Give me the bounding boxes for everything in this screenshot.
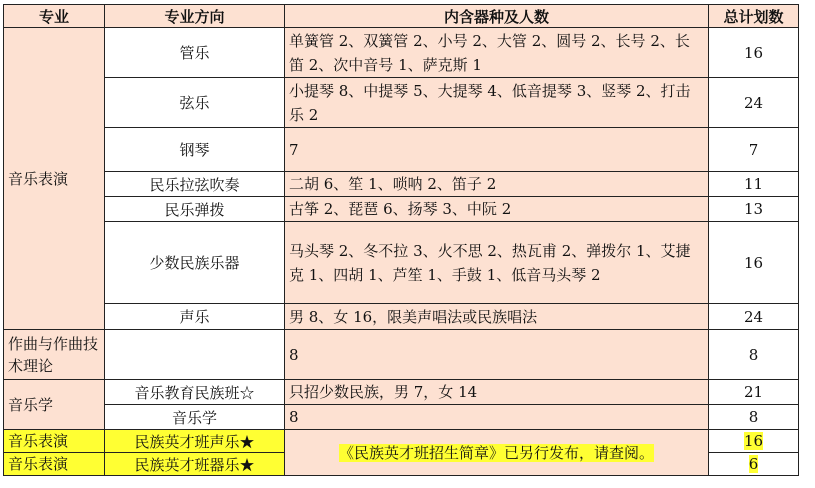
- major-cell: 音乐表演: [4, 28, 105, 330]
- table-row: [4, 304, 799, 330]
- direction-cell: 民族英才班声乐★: [105, 430, 285, 453]
- enrollment-plan-table: [3, 4, 799, 476]
- total-cell: 16: [709, 28, 799, 78]
- content-cell: 8: [285, 330, 709, 380]
- table-row: [4, 128, 799, 172]
- total-value: 6: [748, 455, 759, 473]
- content-cell: 二胡 6、笙 1、唢呐 2、笛子 2: [285, 172, 709, 197]
- table-row: [4, 172, 799, 197]
- direction-cell: 民族英才班器乐★: [105, 453, 285, 476]
- content-cell: 古筝 2、琵琶 6、扬琴 3、中阮 2: [285, 197, 709, 222]
- direction-cell: 声乐: [105, 304, 285, 330]
- total-cell: 8: [709, 405, 799, 430]
- content-cell: 小提琴 8、中提琴 5、大提琴 4、低音提琴 3、竖琴 2、打击乐 2: [285, 78, 709, 128]
- total-cell: 24: [709, 78, 799, 128]
- direction-cell: 民乐弹拨: [105, 197, 285, 222]
- major-cell: 音乐表演: [4, 430, 105, 453]
- direction-cell: 弦乐: [105, 78, 285, 128]
- total-cell: 21: [709, 380, 799, 405]
- total-cell: 8: [709, 330, 799, 380]
- total-cell: 7: [709, 128, 799, 172]
- total-cell: 16: [709, 222, 799, 304]
- major-cell: 作曲与作曲技术理论: [4, 330, 105, 380]
- direction-cell: 民乐拉弦吹奏: [105, 172, 285, 197]
- content-cell: 单簧管 2、双簧管 2、小号 2、大管 2、圆号 2、长号 2、长笛 2、次中音号 1、萨克斯 1: [285, 28, 709, 78]
- header-total: 总计划数: [709, 5, 799, 28]
- notice-cell: [285, 430, 709, 476]
- table-row: [4, 405, 799, 430]
- table-row: [4, 78, 799, 128]
- content-cell: 马头琴 2、冬不拉 3、火不思 2、热瓦甫 2、弹拨尔 1、艾捷克 1、四胡 1、芦笙 1、手鼓 1、低音马头琴 2: [285, 222, 709, 304]
- total-cell: 24: [709, 304, 799, 330]
- table-row: [4, 197, 799, 222]
- direction-cell: 音乐教育民族班☆: [105, 380, 285, 405]
- major-cell: 音乐学: [4, 380, 105, 430]
- table-row: [4, 430, 799, 453]
- table-row: [4, 222, 799, 304]
- content-cell: 男 8、女 16，限美声唱法或民族唱法: [285, 304, 709, 330]
- major-cell: 音乐表演: [4, 453, 105, 476]
- table-row: [4, 380, 799, 405]
- direction-cell: 钢琴: [105, 128, 285, 172]
- total-value: 16: [743, 432, 764, 450]
- content-cell: 8: [285, 405, 709, 430]
- direction-cell: 少数民族乐器: [105, 222, 285, 304]
- header-direction: 专业方向: [105, 5, 285, 28]
- direction-cell: 管乐: [105, 28, 285, 78]
- notice-text: 《民族英才班招生简章》已另行发布，请查阅。: [338, 443, 654, 462]
- table-row: [4, 28, 799, 78]
- content-cell: 7: [285, 128, 709, 172]
- total-cell: 13: [709, 197, 799, 222]
- total-cell: [709, 453, 799, 476]
- table-row: [4, 330, 799, 380]
- header-major: 专业: [4, 5, 105, 28]
- content-cell: 只招少数民族，男 7，女 14: [285, 380, 709, 405]
- header-content: 内含器种及人数: [285, 5, 709, 28]
- direction-cell: [105, 330, 285, 380]
- header-row: [4, 5, 799, 28]
- direction-cell: 音乐学: [105, 405, 285, 430]
- total-cell: 11: [709, 172, 799, 197]
- total-cell: [709, 430, 799, 453]
